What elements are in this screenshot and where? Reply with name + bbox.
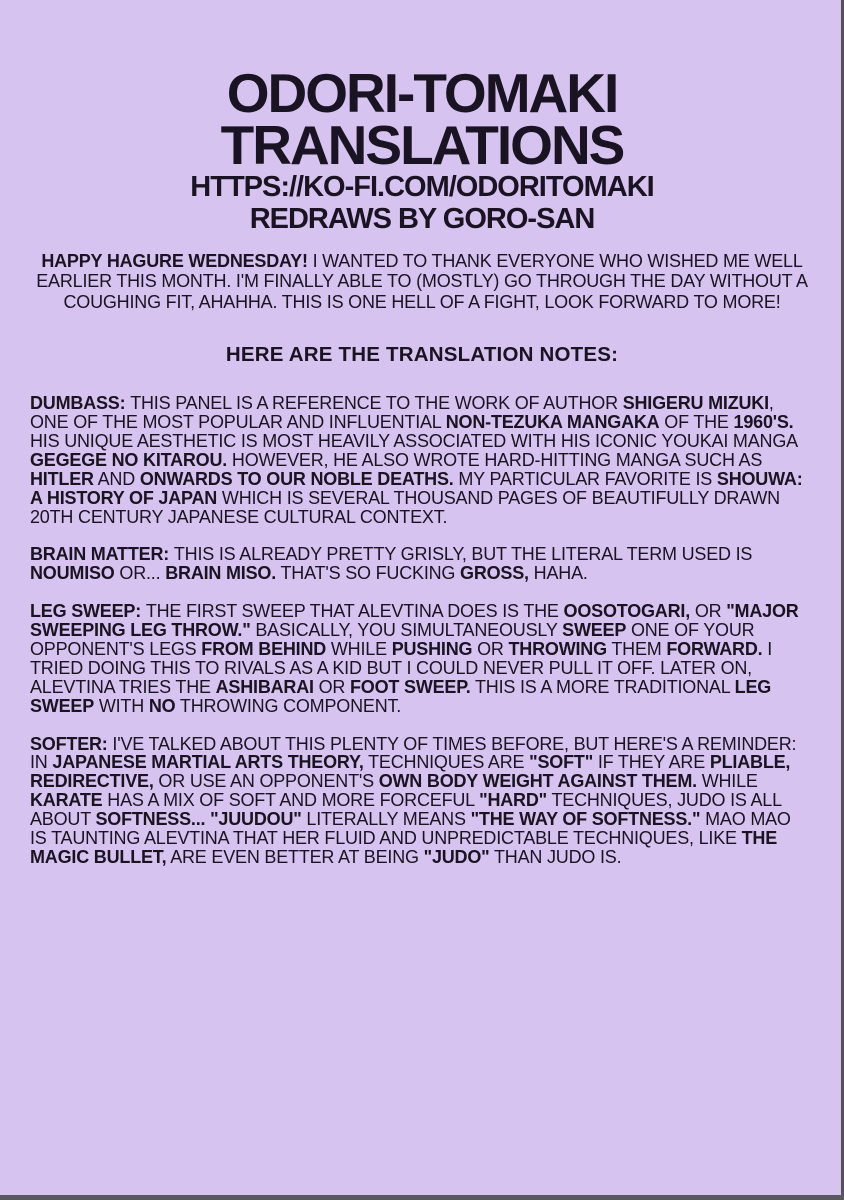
redraws-credit: REDRAWS BY GORO-SAN <box>249 202 595 235</box>
intro-message: HAPPY HAGURE WEDNESDAY! I WANTED TO THANK EVERYONE WHO WISHED ME WELL EARLIER THIS MONTH. I'M FINALLY ABLE TO (MOSTLY) GO THROUGH THE DAY WITHOUT A COUGHING FIT, AHAHHA. THIS IS ONE HELL OF A FIGHT, LOOK FORWARD TO MORE! <box>36 250 808 313</box>
title-line-2: TRANSLATIONS <box>220 113 624 176</box>
header <box>0 0 844 235</box>
title-line-1: ODORI-TOMAKI <box>226 62 618 124</box>
note-brain-matter: BRAIN MATTER: THIS IS ALREADY PRETTY GRISLY, BUT THE LITERAL TERM USED IS NOUMISO OR... BRAIN MISO. THAT'S SO FUCKING GROSS, HAHA. <box>30 544 753 584</box>
note-leg-sweep: LEG SWEEP: THE FIRST SWEEP THAT ALEVTINA DOES IS THE OOSOTOGARI, OR "MAJOR SWEEPING LEG THROW." BASICALLY, YOU SIMULTANEOUSLY SWEEP ONE OF YOUR OPPONENT'S LEGS FROM BEHIND WHILE PUSHING OR THROWING THEM FORWARD. I TRIED DOING THIS TO RIVALS AS A KID BUT I COULD NEVER PULL IT OFF. LATER ON, ALEVTINA TRIES THE ASHIBARAI OR FOOT SWEEP. THIS IS A MORE TRADITIONAL LEG SWEEP WITH NO THROWING COMPONENT. <box>30 601 799 716</box>
notes-heading: HERE ARE THE TRANSLATION NOTES: <box>225 343 619 367</box>
page-title <box>0 62 844 176</box>
translation-notes <box>0 367 844 867</box>
note-softer: SOFTER: I'VE TALKED ABOUT THIS PLENTY OF TIMES BEFORE, BUT HERE'S A REMINDER: IN JAPANESE MARTIAL ARTS THEORY, TECHNIQUES ARE "SOFT" IF THEY ARE PLIABLE, REDIRECTIVE, OR USE AN OPPONENT'S OWN BODY WEIGHT AGAINST THEM. WHILE KARATE HAS A MIX OF SOFT AND MORE FORCEFUL "HARD" TECHNIQUES, JUDO IS ALL ABOUT SOFTNESS... "JUUDOU" LITERALLY MEANS "THE WAY OF SOFTNESS." MAO MAO IS TAUNTING ALEVTINA THAT HER FLUID AND UNPREDICTABLE TECHNIQUES, LIKE THE MAGIC BULLET, ARE EVEN BETTER AT BEING "JUDO" THAN JUDO IS. <box>30 733 797 867</box>
note-dumbass: DUMBASS: THIS PANEL IS A REFERENCE TO THE WORK OF AUTHOR SHIGERU MIZUKI, ONE OF THE MOST POPULAR AND INFLUENTIAL NON-TEZUKA MANGAKA OF THE 1960'S. HIS UNIQUE AESTHETIC IS MOST HEAVILY ASSOCIATED WITH HIS ICONIC YOUKAI MANGA GEGEGE NO KITAROU. HOWEVER, HE ALSO WROTE HARD-HITTING MANGA SUCH AS HITLER AND ONWARDS TO OUR NOBLE DEATHS. MY PARTICULAR FAVORITE IS SHOUWA: A HISTORY OF JAPAN WHICH IS SEVERAL THOUSAND PAGES OF BEAUTIFULLY DRAWN 20TH CENTURY JAPANESE CULTURAL CONTEXT. <box>30 393 803 527</box>
scan-edge-bottom <box>0 1195 844 1200</box>
kofi-url: HTTPS://KO-FI.COM/ODORITOMAKI <box>190 171 654 204</box>
